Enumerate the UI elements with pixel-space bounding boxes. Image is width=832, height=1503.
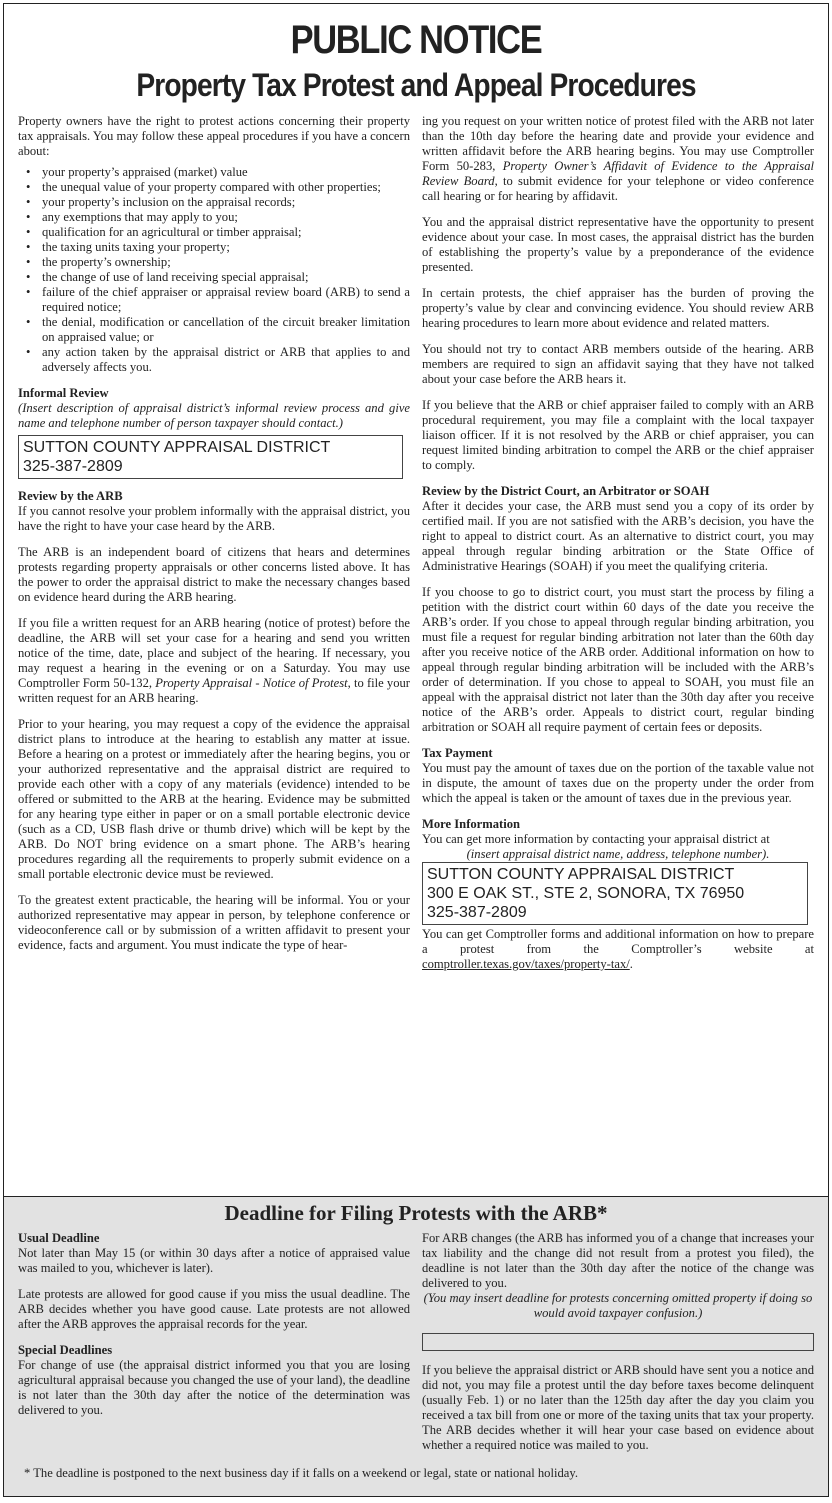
informal-review-contact-box xyxy=(18,435,403,479)
district-address: 300 E OAK ST., STE 2, SONORA, TX 76950 xyxy=(427,885,745,902)
notice-subtitle: Property Tax Protest and Appeal Procedures xyxy=(136,67,696,103)
public-notice xyxy=(3,3,829,1497)
list-item: • the property’s ownership; xyxy=(38,255,410,270)
arb-changes-paragraph: For ARB changes (the ARB has informed you of a change that increases your tax liability and the change did not result from a protest you filed), the deadline is not later than the 30th day after the notice of the change was delivered to you. xyxy=(422,1231,814,1290)
list-item: • failure of the chief appraiser or appraisal review board (ARB) to send a required notice; xyxy=(38,285,410,315)
list-item: • your property’s inclusion on the appraisal records; xyxy=(38,195,410,210)
list-item: • the denial, modification or cancellation of the circuit breaker limitation on appraised value; or xyxy=(38,315,410,345)
intro-paragraph: Property owners have the right to protest actions concerning their property tax appraisals. You may follow these appeal procedures if you have a concern about: xyxy=(18,114,410,158)
district-name: SUTTON COUNTY APPRAISAL DISTRICT xyxy=(23,439,331,456)
concern-list xyxy=(18,165,410,375)
late-protest-paragraph: Late protests are allowed for good cause if you miss the usual deadline. The ARB decides whether you have good cause. Late protests are not allowed after the ARB approves the appraisal records for the year. xyxy=(18,1287,410,1331)
more-info-instruction: (insert appraisal district name, address, telephone number). xyxy=(466,847,770,861)
arb-hearing-request-paragraph: If you file a written request for an ARB hearing (notice of protest) before the deadline, the ARB will set your case for a hearing and send you written notice of the time, date, place and subject of the hearing. If necessary, you may request a hearing in the evening or on a Saturday. You may use Comptroller Form 50-132, Property Appraisal - Notice of Protest, to file your written request for an ARB hearing. xyxy=(18,616,410,705)
evidence-opportunity-paragraph: You and the appraisal district representative have the opportunity to present evidence about your case. In most cases, the appraisal district has the burden of establishing the property’s value by a preponderance of the evidence presented. xyxy=(422,215,814,274)
tax-payment-paragraph: You must pay the amount of taxes due on the portion of the taxable value not in dispute, the amount of taxes due on the property under the order from which the appeal is taken or the amount of taxes due in the previous year. xyxy=(422,761,814,805)
form-name-50-283: Property Owner’s Affidavit of Evidence to the Appraisal Review Board xyxy=(422,159,814,188)
contact-arb-paragraph: You should not try to contact ARB members outside of the hearing. ARB members are required to sign an affidavit saying that they have not talked about your case before the ARB hears it. xyxy=(422,342,814,386)
district-phone: 325-387-2809 xyxy=(427,904,527,921)
form-name-50-132: Property Appraisal - Notice of Protest xyxy=(155,676,348,690)
court-paragraph: If you choose to go to district court, you must start the process by filing a petition with the district court within 60 days of the date you receive the ARB’s order. If you chose to appeal through regular binding arbitration, you must file a request for regular binding arbitration not later than the 60th day after you receive notice of the ARB order. Additional information on how to appeal through regular binding arbitration will be included with the ARB’s order of determination. If you chose to appeal to SOAH, you must file an appeal with the appraisal district not later than the 30th day after you receive notice of the ARB’s order. Appeals to district court, regular binding arbitration or SOAH all require payment of certain fees or deposits. xyxy=(422,585,814,734)
tax-payment-heading: Tax Payment xyxy=(422,746,493,760)
more-info-heading: More Information xyxy=(422,817,521,831)
more-info-paragraph: You can get more information by contacting your appraisal district at xyxy=(422,832,770,846)
omitted-property-instruction: (You may insert deadline for protests concerning omitted property if doing so would avoid taxpayer confusion.) xyxy=(423,1291,813,1320)
complaint-paragraph: If you believe that the ARB or chief appraiser failed to comply with an ARB procedural requirement, you may file a complaint with the local taxpayer liaison officer. If it is not resolved by the ARB or chief appraiser, you can request limited binding arbitration to compel the ARB or the chief appraiser to comply. xyxy=(422,398,814,472)
deadline-left-column xyxy=(18,1231,410,1464)
list-item: • qualification for an agricultural or timber appraisal; xyxy=(38,225,410,240)
arb-paragraph: If you cannot resolve your problem informally with the appraisal district, you have the right to have your case heard by the ARB. xyxy=(18,504,410,533)
informal-review-instruction: (Insert description of appraisal district’s informal review process and give name and telephone number of person taxpayer should contact.) xyxy=(18,401,410,430)
notice-title: PUBLIC NOTICE xyxy=(290,18,542,62)
arb-review-heading: Review by the ARB xyxy=(18,489,123,503)
list-item: • the unequal value of your property compared with other properties; xyxy=(38,180,410,195)
court-review-heading: Review by the District Court, an Arbitrator or SOAH xyxy=(422,484,710,498)
deadline-columns xyxy=(4,1231,828,1464)
deadline-right-column xyxy=(422,1231,814,1464)
district-name: SUTTON COUNTY APPRAISAL DISTRICT xyxy=(427,866,735,883)
comptroller-website-link[interactable]: comptroller.texas.gov/taxes/property-tax/ xyxy=(422,957,630,971)
hearing-type-paragraph: To the greatest extent practicable, the hearing will be informal. You or your authorized representative may appear in person, by telephone conference or videoconference call or by submission of a written affidavit to present your evidence, facts and argument. You must indicate the type of hear- xyxy=(18,893,410,952)
evidence-paragraph: Prior to your hearing, you may request a copy of the evidence the appraisal district plans to introduce at the hearing to establish any matter at issue. Before a hearing on a protest or immediately after the hearing begins, you or your authorized representative and the appraisal district are required to provide each other with a copy of any materials (evidence) intended to be offered or submitted to the ARB at the hearing. Evidence may be submitted for any hearing type either in paper or on a small portable electronic device (such as a CD, USB flash drive or thumb drive) which will be kept by the ARB. Do NOT bring evidence on a smart phone. The ARB’s hearing procedures regarding all the requirements to properly submit evidence on a small portable electronic device must be reviewed. xyxy=(18,717,410,881)
district-phone: 325-387-2809 xyxy=(23,458,123,475)
list-item: • your property’s appraised (market) value xyxy=(38,165,410,180)
special-deadlines-heading: Special Deadlines xyxy=(18,1343,113,1357)
comptroller-paragraph: You can get Comptroller forms and additional information on how to prepare a protest from the Comptroller’s website at comptroller.texas.gov/taxes/property-tax/. xyxy=(422,927,814,971)
usual-deadline-paragraph: Not later than May 15 (or within 30 days after a notice of appraised value was mailed to you, whichever is later). xyxy=(18,1246,410,1275)
informal-review-heading: Informal Review xyxy=(18,386,109,400)
right-column xyxy=(422,114,814,983)
deadline-footnote: * The deadline is postponed to the next business day if it falls on a weekend or legal, state or national holiday. xyxy=(24,1466,578,1480)
change-of-use-paragraph: For change of use (the appraisal district informed you that you are losing agricultural appraisal because you changed the use of your land), the deadline is not later than the 30th day after the notice of the determination was delivered to you. xyxy=(18,1358,410,1417)
burden-paragraph: In certain protests, the chief appraiser has the burden of proving the property’s value by clear and convincing evidence. You should review ARB hearing procedures to learn more about evidence and related matters. xyxy=(422,286,814,330)
usual-deadline-heading: Usual Deadline xyxy=(18,1231,100,1245)
deadline-section xyxy=(4,1196,828,1496)
list-item: • any action taken by the appraisal district or ARB that applies to and adversely affects you. xyxy=(38,345,410,375)
missing-notice-paragraph: If you believe the appraisal district or ARB should have sent you a notice and did not, you may file a protest until the day before taxes become delinquent (usually Feb. 1) or no later than the 125th day after the day you claim you received a tax bill from one or more of the taxing units that tax your property. The ARB decides whether it will hear your case based on evidence about whether a required notice was mailed to you. xyxy=(422,1363,814,1452)
deadline-title: Deadline for Filing Protests with the ARB* xyxy=(224,1201,608,1225)
list-item: • any exemptions that may apply to you; xyxy=(38,210,410,225)
list-item: • the taxing units taxing your property; xyxy=(38,240,410,255)
omitted-property-blank-box xyxy=(422,1333,814,1351)
list-item: • the change of use of land receiving special appraisal; xyxy=(38,270,410,285)
arb-paragraph: The ARB is an independent board of citizens that hears and determines protests regarding property appraisals or other concerns listed above. It has the power to order the appraisal district to make the necessary changes based on evidence heard during the ARB hearing. xyxy=(18,545,410,604)
district-contact-box xyxy=(422,862,808,925)
affidavit-paragraph: ing you request on your written notice of protest filed with the ARB not later than the 10th day before the hearing date and provide your evidence and written affidavit before the ARB hearing begins. You may use Comptroller Form 50-283, Property Owner’s Affidavit of Evidence to the Appraisal Review Board, to submit evidence for your telephone or video conference call hearing or for hearing by affidavit. xyxy=(422,114,814,203)
main-columns xyxy=(4,114,828,983)
court-paragraph: After it decides your case, the ARB must send you a copy of its order by certified mail. If you are not satisfied with the ARB’s decision, you have the right to appeal to district court. As an alternative to district court, you may appeal through regular binding arbitration or the State Office of Administrative Hearings (SOAH) if you meet the qualifying criteria. xyxy=(422,499,814,573)
left-column xyxy=(18,114,410,983)
